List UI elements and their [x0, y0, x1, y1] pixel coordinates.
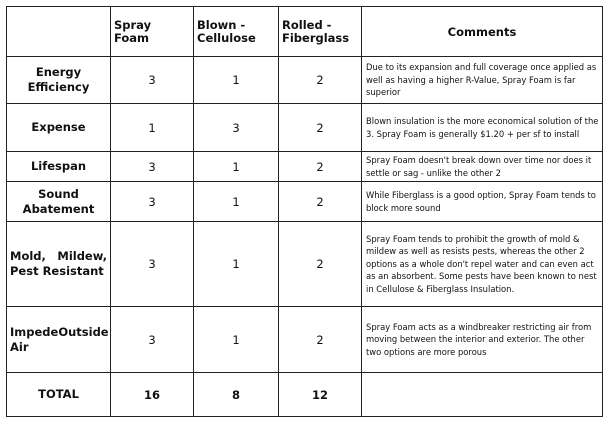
spray-foam-score: 1	[111, 104, 194, 152]
row-label-word: Impede	[10, 324, 59, 339]
total-comment-cell	[362, 373, 603, 417]
corner-cell	[7, 7, 111, 57]
cellulose-score: 1	[194, 57, 279, 104]
fiberglass-total: 12	[279, 373, 362, 417]
table-row	[7, 152, 603, 182]
table-row	[7, 104, 603, 152]
row-label-line1	[10, 249, 107, 264]
row-label: Expense	[7, 104, 111, 152]
spray-foam-total: 16	[111, 373, 194, 417]
cellulose-score: 1	[194, 152, 279, 182]
spray-foam-score: 3	[111, 307, 194, 373]
fiberglass-score: 2	[279, 182, 362, 222]
table-row	[7, 222, 603, 307]
row-label-line2: Abatement	[22, 201, 95, 216]
cellulose-score: 1	[194, 307, 279, 373]
comment-cell: Spray Foam acts as a windbreaker restricting air from moving between the interior and exterior. The other two options are more porous	[362, 307, 603, 373]
cellulose-score: 1	[194, 222, 279, 307]
spray-foam-score: 3	[111, 57, 194, 104]
spray-foam-score: 3	[111, 222, 194, 307]
comparison-table	[6, 6, 603, 417]
row-label: Energy Efficiency	[7, 57, 111, 104]
comment-cell: Blown insulation is the more economical solution of the 3. Spray Foam is generally $1.20 + per sf to install	[362, 104, 603, 152]
header-rolled-fiberglass-line2: Fiberglass	[282, 30, 350, 45]
row-label	[7, 307, 111, 373]
row-label	[7, 222, 111, 307]
row-label-line2: Air	[10, 339, 29, 354]
cellulose-score: 1	[194, 182, 279, 222]
header-rolled-fiberglass-line1: Rolled -	[282, 17, 332, 32]
table-row	[7, 307, 603, 373]
table-row	[7, 57, 603, 104]
row-label: Lifespan	[7, 152, 111, 182]
total-label: TOTAL	[7, 373, 111, 417]
spray-foam-score: 3	[111, 152, 194, 182]
fiberglass-score: 2	[279, 307, 362, 373]
header-rolled-fiberglass	[279, 7, 362, 57]
header-blown-cellulose-line1: Blown -	[197, 17, 246, 32]
row-label-word: Outside	[58, 324, 109, 339]
comment-cell: Spray Foam tends to prohibit the growth of mold & mildew as well as resists pests, whereas the other 2 options as a whole don't repel water and can even act as an absorbent. Some pests have been known to nest in Cellulose & Fiberglass Insulation.	[362, 222, 603, 307]
comment-cell: Spray Foam doesn't break down over time nor does it settle or sag - unlike the other 2	[362, 152, 603, 182]
fiberglass-score: 2	[279, 104, 362, 152]
row-label	[7, 182, 111, 222]
fiberglass-score: 2	[279, 152, 362, 182]
header-spray-foam: Spray Foam	[111, 7, 194, 57]
cellulose-total: 8	[194, 373, 279, 417]
comment-cell: While Fiberglass is a good option, Spray Foam tends to block more sound	[362, 182, 603, 222]
row-label-line2: Pest Resistant	[10, 264, 104, 278]
table-row	[7, 182, 603, 222]
row-label-line1: Sound	[38, 186, 79, 201]
header-blown-cellulose-line2: Cellulose	[197, 30, 256, 45]
comment-cell: Due to its expansion and full coverage once applied as well as having a higher R-Value, Spray Foam is far superior	[362, 57, 603, 104]
header-blown-cellulose	[194, 7, 279, 57]
cellulose-score: 3	[194, 104, 279, 152]
header-row	[7, 7, 603, 57]
row-label-word: Mold,	[10, 249, 46, 263]
header-comments: Comments	[362, 7, 603, 57]
total-row	[7, 373, 603, 417]
row-label-word: Mildew,	[57, 249, 107, 263]
row-label-line1	[10, 325, 107, 340]
fiberglass-score: 2	[279, 57, 362, 104]
spray-foam-score: 3	[111, 182, 194, 222]
fiberglass-score: 2	[279, 222, 362, 307]
